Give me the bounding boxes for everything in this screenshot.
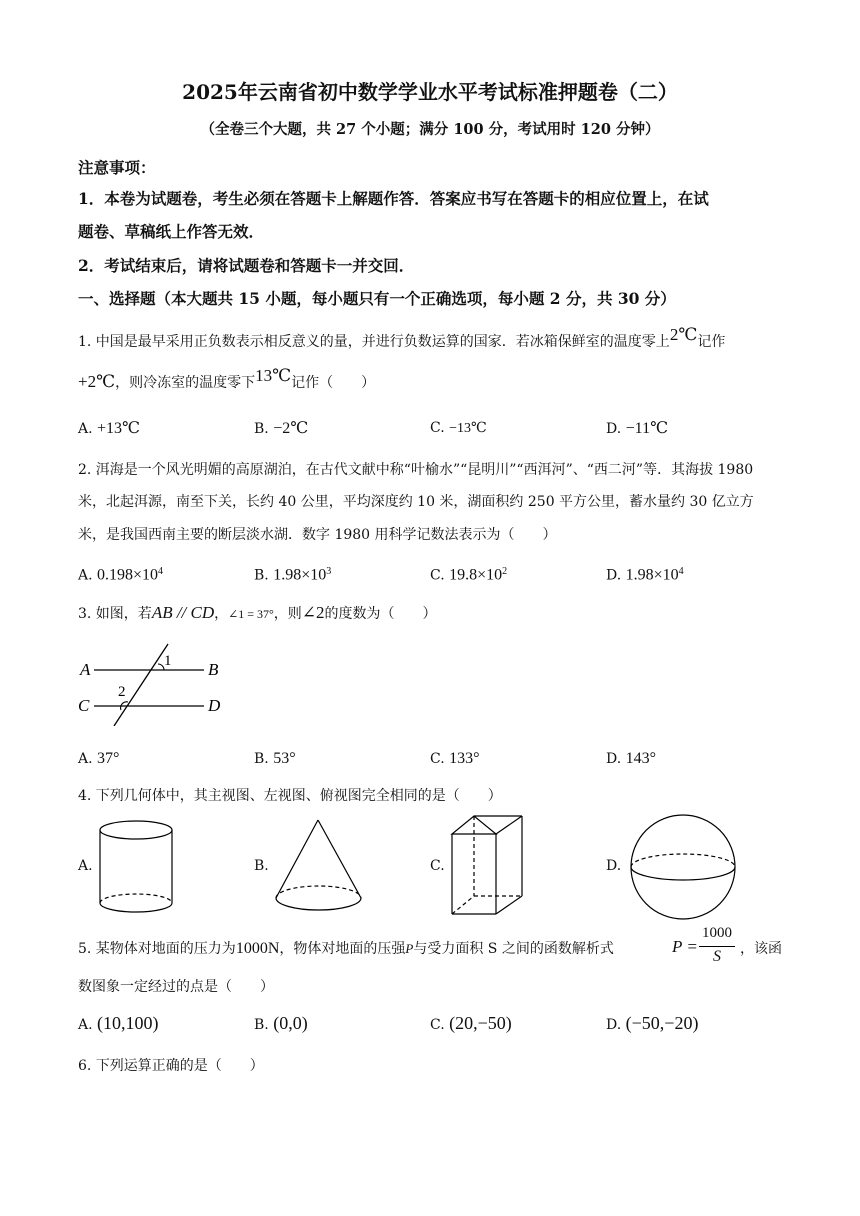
q5-fraction-bar <box>699 946 735 947</box>
q3-option-b[interactable]: B. 53° <box>254 750 296 767</box>
label-a: A <box>80 660 91 679</box>
label-c: C <box>78 696 90 715</box>
q1-option-d[interactable]: D. −11℃ <box>606 420 668 437</box>
q1-option-a[interactable]: A. +13℃ <box>78 420 140 437</box>
triangular-prism-figure[interactable] <box>448 812 528 920</box>
q2-option-d[interactable]: D. $1.98\times 10^4$ <box>606 566 684 584</box>
q5-stem-line2: 数图象一定经过的点是（ ） <box>78 979 274 995</box>
q2-stem-line3: 米，是我国西南主要的断层淡水湖．数字 1980 用科学记数法表示为（ ） <box>78 527 557 543</box>
q1-math-plus2c: +2℃ <box>78 372 116 391</box>
q2-option-a[interactable]: A. $0.198\times 10^4$ <box>78 566 164 584</box>
q3-stem: 3. 如图，若AB // CD，∠1 = 37°，则∠2的度数为（ ） <box>78 603 437 622</box>
q1-stem-line2: +2℃，则冷冻室的温度零下13℃记作（ ） <box>78 366 376 391</box>
q3-parallel-lines-figure <box>74 638 234 726</box>
label-d: D <box>208 696 221 715</box>
q3-option-c[interactable]: C. 133° <box>430 750 480 767</box>
section1-heading: 一、选择题（本大题共 15 小题，每小题只有一个正确选项，每小题 2 分，共 30 分） <box>78 289 676 308</box>
q4-option-b[interactable]: B. <box>254 858 269 874</box>
q4-option-c[interactable]: C. <box>430 858 445 874</box>
q4-option-a[interactable]: A. <box>78 858 93 874</box>
q5-stem-line1-end: ，该函 <box>740 941 782 957</box>
notice-item1-line1: 1．本卷为试题卷，考生必须在答题卡上解题作答．答案应书写在答题卡的相应位置上，在试 <box>78 189 709 208</box>
q1-option-b[interactable]: B. −2℃ <box>254 420 309 437</box>
label-angle1: 1 <box>164 653 172 669</box>
label-angle2: 2 <box>118 684 126 700</box>
q5-option-a[interactable]: A. (10,100) <box>78 1013 159 1033</box>
q2-stem-line1: 2. 洱海是一个风光明媚的高原湖泊，在古代文献中称“叶榆水”“昆明川”“西洱河”、“西二河”等．其海拔 1980 <box>78 462 754 478</box>
q6-stem: 6. 下列运算正确的是（ ） <box>78 1058 264 1074</box>
q5-option-c[interactable]: C. (20,−50) <box>430 1013 512 1033</box>
q5-option-d[interactable]: D. (−50,−20) <box>606 1013 699 1033</box>
q4-option-d[interactable]: D. <box>606 858 622 874</box>
notice-item1-line2: 题卷、草稿纸上作答无效． <box>78 222 265 241</box>
cone-figure[interactable] <box>272 816 368 916</box>
q2-stem-line2: 米，北起洱源，南至下关，长约 40 公里，平均深度约 10 米，湖面积约 250 平方公里，蓄水量约 30 亿立方 <box>78 494 754 510</box>
q3-option-d[interactable]: D. 143° <box>606 750 657 767</box>
label-b: B <box>208 660 219 679</box>
q5-formula-denominator: S <box>713 948 721 965</box>
q1-stem-line1: 1. 中国是最早采用正负数表示相反意义的量，并进行负数运算的国家．若冰箱保鲜室的温度零上2℃记作 <box>78 325 726 350</box>
exam-subtitle: （全卷三个大题，共 27 个小题；满分 100 分，考试用时 120 分钟） <box>200 121 660 138</box>
q3-option-a[interactable]: A. 37° <box>78 750 120 767</box>
q1-math-2c: 2℃ <box>669 325 698 344</box>
q2-option-c[interactable]: C. $19.8\times 10^2$ <box>430 566 508 584</box>
q1-option-c[interactable]: C. −13℃ <box>430 420 487 436</box>
q2-option-b[interactable]: B. $1.98\times 10^3$ <box>254 566 332 584</box>
notice-heading: 注意事项： <box>78 158 156 177</box>
q4-stem: 4. 下列几何体中，其主视图、左视图、俯视图完全相同的是（ ） <box>78 788 502 804</box>
exam-title: 2025年云南省初中数学学业水平考试标准押题卷（二） <box>182 80 678 104</box>
notice-item2: 2．考试结束后，请将试题卷和答题卡一并交回． <box>78 256 415 275</box>
sphere-figure[interactable] <box>628 812 738 922</box>
cylinder-figure[interactable] <box>96 818 178 918</box>
q5-formula-lhs: P = <box>672 937 698 956</box>
q5-stem-line1: 5. 某物体对地面的压力为1000N，物体对地面的压强P与受力面积 S 之间的函数解析式 <box>78 940 614 957</box>
q5-formula-numerator: 1000 <box>702 925 732 941</box>
q5-option-b[interactable]: B. (0,0) <box>254 1013 308 1033</box>
q1-math-13c: 13℃ <box>255 366 292 385</box>
